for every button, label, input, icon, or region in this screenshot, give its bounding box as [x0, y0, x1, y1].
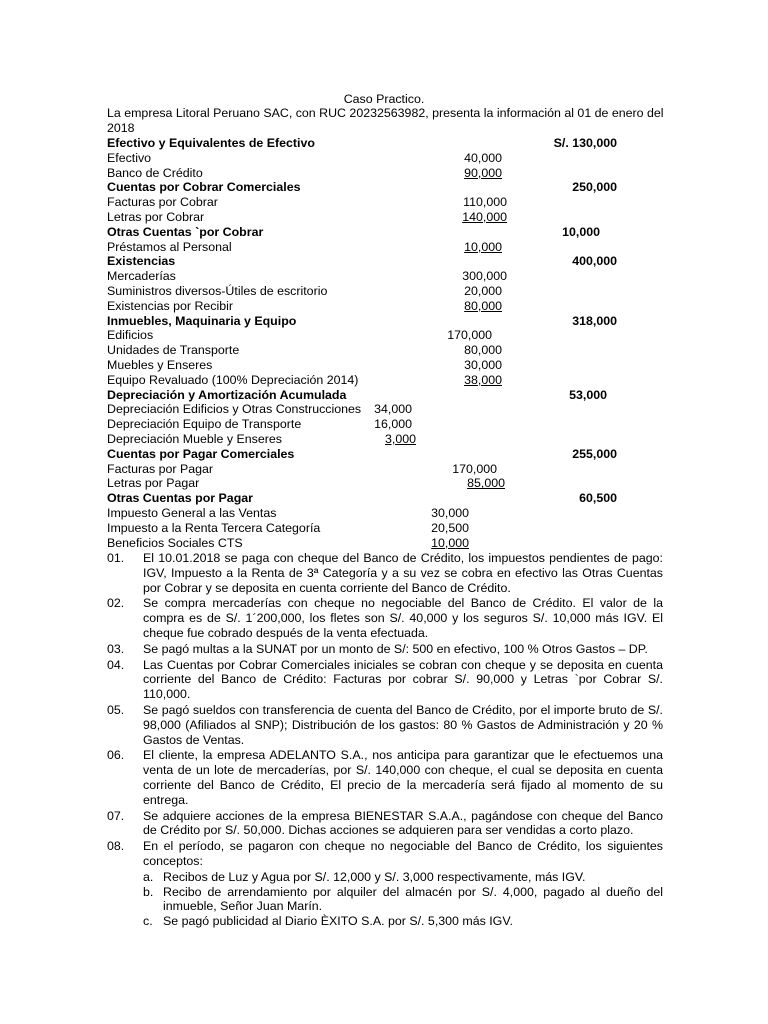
sub-item: [143, 870, 663, 885]
account-label: Facturas por Cobrar: [107, 195, 218, 210]
account-label: Facturas por Pagar: [107, 461, 214, 476]
section-heading: Cuentas por Cobrar Comerciales: [107, 180, 301, 195]
account-amount: 10,000: [464, 239, 502, 254]
account-amount: 40,000: [464, 150, 502, 165]
account-amount: 140,000: [462, 210, 507, 224]
account-amount: 30,000: [464, 358, 502, 372]
account-amount: 38,000: [464, 372, 502, 387]
operation-text: Se pagó multas a la SUNAT por un monto de S/: 500 en efectivo, 100 % Otros Gastos – DP.: [143, 641, 648, 656]
account-label: Depreciación Equipo de Transporte: [107, 417, 302, 432]
account-label: Equipo Revaluado (100% Depreciación 2014): [107, 372, 359, 387]
intro-paragraph: La empresa Litoral Peruano SAC, con RUC 20232563982, presenta la información al 01 de enero del 2018: [107, 106, 664, 135]
sub-item-letter: b.: [143, 884, 154, 899]
section-heading: Existencias: [107, 254, 176, 269]
section-total: 400,000: [572, 254, 617, 269]
section-heading: Otras Cuentas por Pagar: [107, 491, 253, 506]
sub-item-text: Recibo de arrendamiento por alquiler del almacén por S/. 4,000, pagado al dueño del inmueble, Señor Juan Marín.: [163, 884, 663, 914]
operation-text: Se pagó sueldos con transferencia de cuenta del Banco de Crédito, por el importe bruto de S/. 98,000 (Afiliados al SNP); Distribución de los gastos: 80 % Gastos de Administración y 20 % Gastos de Ventas.: [143, 702, 663, 747]
section-heading: Otras Cuentas `por Cobrar: [107, 224, 264, 239]
sub-item-letter: a.: [143, 869, 154, 884]
sub-item-letter: c.: [143, 914, 153, 929]
operation-item: [107, 703, 663, 747]
account-label: Depreciación Edificios y Otras Construcciones: [107, 402, 362, 417]
account-amount: 80,000: [464, 343, 502, 358]
operations-list: [107, 551, 663, 929]
operation-number: 07.: [107, 808, 125, 823]
section-total: 10,000: [562, 224, 600, 239]
account-label: Suministros diversos-Útiles de escritorio: [107, 284, 328, 298]
operation-number: 05.: [107, 702, 125, 717]
operation-number: 03.: [107, 641, 125, 656]
sub-item: [143, 885, 663, 915]
account-label: Existencias por Recibir: [107, 298, 234, 313]
account-amount: 10,000: [431, 535, 469, 550]
section-total: 318,000: [572, 313, 617, 328]
operation-number: 01.: [107, 551, 125, 565]
operation-number: 04.: [107, 657, 125, 672]
section-heading: Depreciación y Amortización Acumulada: [107, 387, 347, 402]
account-amount: 170,000: [452, 461, 497, 476]
operation-item: [107, 839, 663, 869]
account-label: Impuesto a la Renta Tercera Categoría: [107, 520, 321, 535]
account-label: Efectivo: [107, 150, 152, 165]
account-amount: 20,000: [464, 284, 502, 298]
account-amount: 20,500: [431, 520, 469, 535]
section-total: S/. 130,000: [553, 136, 617, 150]
account-label: Unidades de Transporte: [107, 343, 240, 358]
section-heading: Cuentas por Pagar Comerciales: [107, 446, 295, 461]
account-label: Edificios: [107, 328, 154, 343]
account-label: Depreciación Mueble y Enseres: [107, 432, 282, 446]
section-total: 53,000: [569, 387, 607, 402]
document-title: Caso Practico.: [343, 92, 425, 106]
account-amount: 85,000: [467, 476, 505, 491]
account-amount: 30,000: [431, 506, 469, 520]
account-label: Banco de Crédito: [107, 165, 203, 180]
operation-item: [107, 809, 663, 839]
operation-text: Las Cuentas por Cobrar Comerciales iniciales se cobran con cheque y se deposita en cuenta corriente del Banco de Crédito: Facturas por cobrar S/. 90,000 y Letras `por Cobrar S/. 110,000.: [143, 657, 663, 702]
section-heading: Inmuebles, Maquinaria y Equipo: [107, 313, 297, 328]
account-amount: 300,000: [462, 269, 507, 284]
account-amount: 170,000: [447, 328, 492, 343]
account-label: Letras por Pagar: [107, 476, 200, 491]
operation-number: 06.: [107, 748, 125, 763]
section-total: 250,000: [572, 180, 617, 195]
account-label: Muebles y Enseres: [107, 358, 213, 372]
account-label: Beneficios Sociales CTS: [107, 535, 243, 550]
operation-item: [107, 551, 663, 595]
account-amount: 90,000: [464, 165, 502, 180]
sub-item-text: Se pagó publicidad al Diario ÈXITO S.A. por S/. 5,300 más IGV.: [163, 914, 513, 929]
operation-text: El 10.01.2018 se paga con cheque del Banco de Crédito, los impuestos pendientes de pago: IGV, Impuesto a la Renta de 3ª Categoría y a su vez se cobra en efectivo las Otras Cuentas por Cobrar y se deposita en cuenta corriente del Banco de Crédito.: [143, 551, 663, 595]
operation-item: [107, 596, 663, 640]
operation-item: [107, 748, 663, 807]
section-total: 255,000: [572, 446, 617, 461]
sub-item-text: Recibos de Luz y Agua por S/. 12,000 y S/. 3,000 respectivamente, más IGV.: [163, 869, 586, 884]
account-amount: 110,000: [463, 195, 507, 210]
account-label: Préstamos al Personal: [107, 239, 232, 254]
section-heading: Efectivo y Equivalentes de Efectivo: [107, 136, 315, 150]
operation-number: 02.: [107, 596, 125, 611]
account-amount: 80,000: [464, 298, 502, 313]
account-amount: 34,000: [374, 402, 412, 417]
account-label: Letras por Cobrar: [107, 210, 205, 224]
account-amount: 16,000: [374, 417, 412, 432]
sub-items-list: [143, 870, 663, 929]
operation-number: 08.: [107, 839, 125, 854]
operation-text: En el período, se pagaron con cheque no negociable del Banco de Crédito, los siguientes conceptos:: [143, 839, 663, 868]
account-label: Impuesto General a las Ventas: [107, 506, 277, 520]
operation-item: [107, 658, 663, 702]
operation-text: Se adquiere acciones de la empresa BIENESTAR S.A.A., pagándose con cheque del Banco de Crédito por S/. 50,000. Dichas acciones se adquieren para ser vendidas a corto plazo.: [143, 808, 663, 838]
operation-text: El cliente, la empresa ADELANTO S.A., nos anticipa para garantizar que le efectuemos una venta de un lote de mercaderías, por S/. 140,000 con cheque, el cual se deposita en cuenta corriente del Banco de Crédito, El precio de la mercadería será fijado al momento de su entrega.: [143, 748, 663, 807]
account-label: Mercaderías: [107, 269, 176, 284]
account-amount: 3,000: [384, 432, 416, 446]
sub-item: [143, 914, 663, 929]
operation-text: Se compra mercaderías con cheque no negociable del Banco de Crédito. El valor de la compra es de S/. 1´200,000, los fletes son S/. 40,000 y los seguros S/. 10,000 más IGV. El cheque fue cobrado después de la venta efectuada.: [143, 596, 663, 640]
section-total: 60,500: [579, 491, 617, 506]
operation-item: [107, 642, 663, 657]
